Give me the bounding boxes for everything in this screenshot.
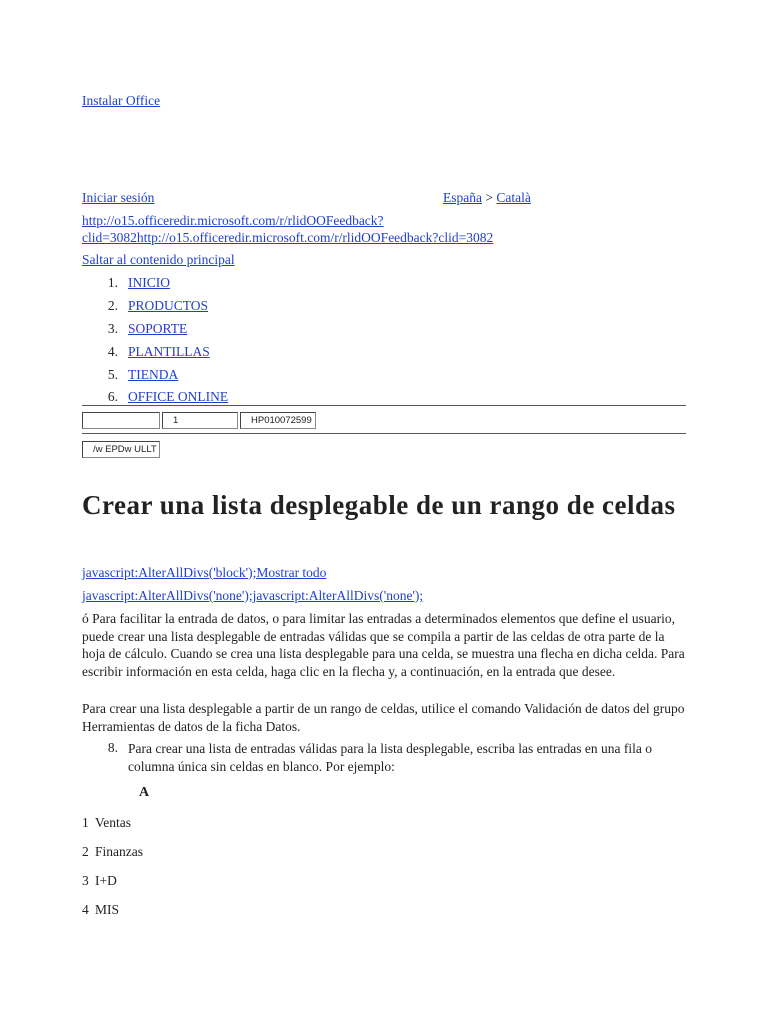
nav-number: 5. <box>107 367 118 382</box>
skip-to-content-link[interactable]: Saltar al contenido principal <box>82 252 235 267</box>
table-cell: Ventas <box>95 815 131 830</box>
nav-number: 2. <box>107 298 118 313</box>
nav-number: 3. <box>107 321 118 336</box>
nav-item-inicio[interactable]: INICIO <box>128 275 170 290</box>
feedback-url-line2[interactable]: clid=3082http://o15.officeredir.microsoft.com/r/rlidOOFeedback?clid=3082 <box>82 230 494 245</box>
nav-item-plantillas[interactable]: PLANTILLAS <box>128 344 210 359</box>
table-row-number: 3 <box>82 873 89 888</box>
language-link[interactable]: Català <box>496 190 531 205</box>
nav-item-productos[interactable]: PRODUCTOS <box>128 298 209 313</box>
country-link[interactable]: España <box>443 190 482 205</box>
locale-separator: > <box>485 190 493 205</box>
nav-number: 1. <box>107 275 118 290</box>
hidden-field-3[interactable]: HP010072599 <box>240 412 316 429</box>
feedback-url-line1[interactable]: http://o15.officeredir.microsoft.com/r/rlidOOFeedback? <box>82 213 384 228</box>
divider-top <box>82 405 686 406</box>
table-row-number: 2 <box>82 844 89 859</box>
divider-bottom <box>82 433 686 434</box>
table-column-header: A <box>139 785 150 800</box>
sign-in-link[interactable]: Iniciar sesión <box>82 190 155 205</box>
locale-selector <box>443 190 531 206</box>
intro-paragraph: ó Para facilitar la entrada de datos, o para limitar las entradas a determinados elementos que define el usuario, puede crear una lista desplegable de entradas válidas que se compila a partir de las celdas de otra parte de la hoja de cálculo. Cuando se crea una lista desplegable para una celda, se muestra una flecha en dicha celda. Para escribir información en esta celda, haga clic en la flecha y, a continuación, en la entrada que desee. <box>82 611 685 679</box>
nav-item-office-online[interactable]: OFFICE ONLINE <box>128 389 229 404</box>
show-all-link[interactable]: javascript:AlterAllDivs('block');Mostrar todo <box>82 565 327 580</box>
step-text: Para crear una lista de entradas válidas para la lista desplegable, escriba las entradas en una fila o columna única sin celdas en blanco. Por ejemplo: <box>128 741 653 774</box>
feedback-link-block[interactable] <box>82 212 493 246</box>
step-number: 8. <box>107 740 118 755</box>
instruction-paragraph: Para crear una lista desplegable a partir de un rango de celdas, utilice el comando Validación de datos del grupo Herramientas de datos de la ficha Datos. <box>82 701 685 734</box>
nav-item-tienda[interactable]: TIENDA <box>128 367 179 382</box>
viewstate-field[interactable]: /w EPDw ULLT <box>82 441 160 458</box>
install-office-link[interactable]: Instalar Office <box>82 93 161 108</box>
nav-item-soporte[interactable]: SOPORTE <box>128 321 188 336</box>
table-cell: Finanzas <box>95 844 143 859</box>
table-cell: MIS <box>95 902 120 917</box>
hide-all-link[interactable]: javascript:AlterAllDivs('none');javascript:AlterAllDivs('none'); <box>82 588 424 603</box>
hidden-field-2[interactable]: 1 <box>162 412 238 429</box>
table-row-number: 4 <box>82 902 89 917</box>
table-row-number: 1 <box>82 815 89 830</box>
table-cell: I+D <box>95 873 117 888</box>
page-title: Crear una lista desplegable de un rango de celdas <box>82 490 676 520</box>
hidden-field-1[interactable] <box>82 412 160 429</box>
nav-number: 6. <box>107 389 118 404</box>
nav-number: 4. <box>107 344 118 359</box>
